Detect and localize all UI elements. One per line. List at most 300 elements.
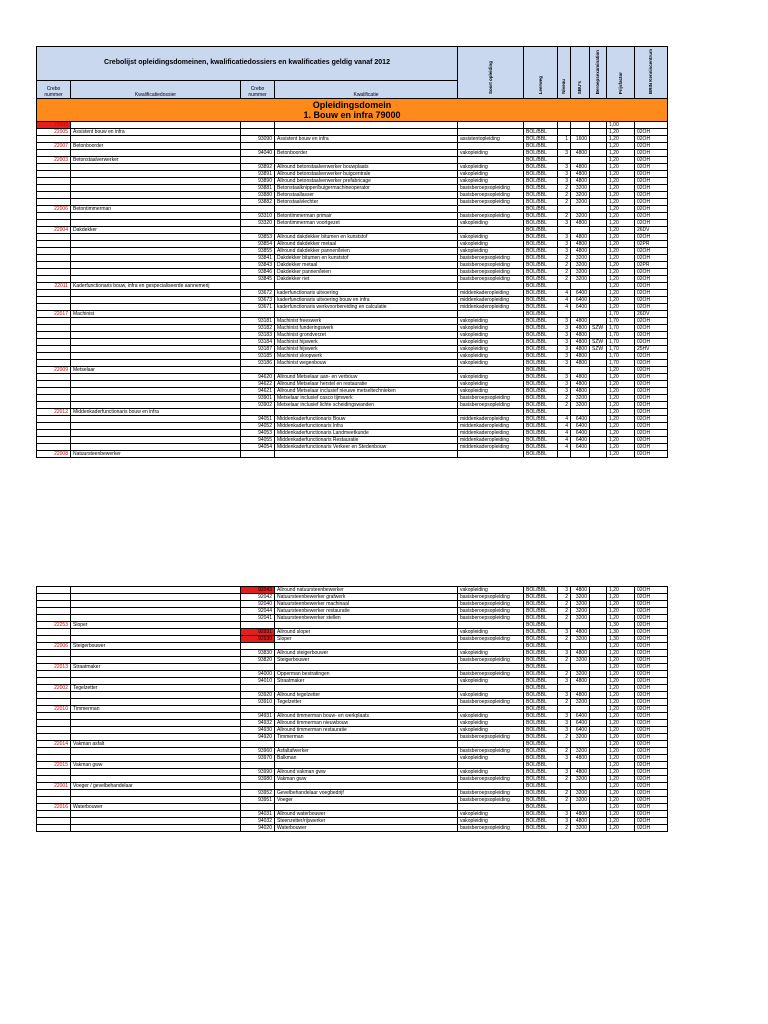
kwalificatie-cell: Allround dakdekker pannen/leien (275, 248, 458, 255)
crebo-dossier-cell (37, 776, 71, 783)
table-row (37, 353, 668, 360)
prijsfactor-cell: 1,30 (607, 629, 635, 636)
niveau-cell: 2 (558, 790, 571, 797)
brin-cell: 02OH (635, 671, 668, 678)
crebo-kwalificatie-cell: 93881 (241, 185, 275, 192)
crebo-kwalificatie-cell (241, 122, 275, 129)
crebo-dossier-cell (37, 290, 71, 297)
sbu-cell: 6400 (571, 444, 590, 451)
sbu-cell: 4800 (571, 171, 590, 178)
soort-cell (458, 409, 524, 416)
dossier-cell (71, 262, 241, 269)
examen-cell (590, 790, 607, 797)
col-header-kwalificatie: Kwalificatie (275, 80, 458, 98)
sbu-cell: 6400 (571, 437, 590, 444)
leerweg-cell: BOL/BBL (524, 713, 558, 720)
table-row (37, 213, 668, 220)
examen-cell (590, 304, 607, 311)
kwalificatie-cell: Machinist funderingswerk (275, 325, 458, 332)
niveau-cell: 2 (558, 825, 571, 832)
sbu-cell: 3200 (571, 671, 590, 678)
examen-cell (590, 164, 607, 171)
dossier-cell (71, 790, 241, 797)
table-row (37, 381, 668, 388)
dossier-cell (71, 297, 241, 304)
sbu-cell: 4800 (571, 353, 590, 360)
crebo-dossier-cell: 22003 (37, 157, 71, 164)
sbu-cell: 4800 (571, 325, 590, 332)
kwalificatie-cell: Machinist hijswerk (275, 339, 458, 346)
dossier-cell (71, 430, 241, 437)
crebo-dossier-cell (37, 594, 71, 601)
examen-cell (590, 755, 607, 762)
prijsfactor-cell: 1,20 (607, 262, 635, 269)
leerweg-cell: BOL/BBL (524, 304, 558, 311)
soort-cell: basisberoepsopleiding (458, 213, 524, 220)
leerweg-cell: BOL/BBL (524, 657, 558, 664)
examen-cell (590, 643, 607, 650)
brin-cell: 02OH (635, 741, 668, 748)
kwalificatie-cell: Straatmaker (275, 678, 458, 685)
table-row (37, 276, 668, 283)
table-row (37, 706, 668, 713)
soort-cell: vakopleiding (458, 374, 524, 381)
crebo-kwalificatie-cell (241, 157, 275, 164)
niveau-cell (558, 643, 571, 650)
prijsfactor-cell: 1,20 (607, 650, 635, 657)
leerweg-cell: BOL/BBL (524, 206, 558, 213)
brin-cell: 26DV (635, 311, 668, 318)
sbu-cell: 3200 (571, 199, 590, 206)
prijsfactor-cell: 1,20 (607, 594, 635, 601)
brin-cell: 02OH (635, 594, 668, 601)
examen-cell (590, 171, 607, 178)
kwalificatie-cell: kaderfunctionaris uitvoering (275, 290, 458, 297)
crebo-dossier-cell (37, 811, 71, 818)
niveau-cell (558, 129, 571, 136)
soort-cell: basisberoepsopleiding (458, 615, 524, 622)
prijsfactor-cell: 1,20 (607, 416, 635, 423)
examen-cell (590, 615, 607, 622)
crebo-dossier-cell (37, 395, 71, 402)
brin-cell: 02OH (635, 692, 668, 699)
crebo-kwalificatie-cell (241, 804, 275, 811)
table-row (37, 136, 668, 143)
dossier-cell (71, 171, 241, 178)
leerweg-cell: BOL/BBL (524, 622, 558, 629)
prijsfactor-cell: 1,20 (607, 699, 635, 706)
soort-cell: vakopleiding (458, 587, 524, 594)
kwalificatie-cell: Dakdekker bitumen en kunststof (275, 255, 458, 262)
dossier-cell: Vakman asfalt (71, 741, 241, 748)
leerweg-cell: BOL/BBL (524, 437, 558, 444)
soort-cell: vakopleiding (458, 332, 524, 339)
table-row (37, 150, 668, 157)
leerweg-cell: BOL/BBL (524, 699, 558, 706)
brin-cell: 02OH (635, 825, 668, 832)
niveau-cell: 3 (558, 332, 571, 339)
dossier-cell (71, 164, 241, 171)
niveau-cell: 4 (558, 297, 571, 304)
brin-cell: 02OH (635, 178, 668, 185)
niveau-cell: 2 (558, 262, 571, 269)
table-row (37, 678, 668, 685)
sbu-cell (571, 367, 590, 374)
prijsfactor-cell: 1,20 (607, 220, 635, 227)
table-row (37, 769, 668, 776)
leerweg-cell: BOL/BBL (524, 601, 558, 608)
dossier-cell (71, 671, 241, 678)
leerweg-cell: BOL/BBL (524, 678, 558, 685)
leerweg-cell: BOL/BBL (524, 262, 558, 269)
examen-cell (590, 720, 607, 727)
dossier-cell (71, 395, 241, 402)
niveau-cell (558, 685, 571, 692)
table-row (37, 206, 668, 213)
crebo-kwalificatie-cell: 93830 (241, 650, 275, 657)
crebo-dossier-cell (37, 255, 71, 262)
table-row (37, 818, 668, 825)
sbu-cell: 4800 (571, 692, 590, 699)
crebo-kwalificatie-cell: 93891 (241, 171, 275, 178)
dossier-cell (71, 248, 241, 255)
crebo-sheet-continued (36, 586, 667, 832)
dossier-cell (71, 374, 241, 381)
sbu-cell: 4800 (571, 374, 590, 381)
examen-cell (590, 811, 607, 818)
sbu-cell: 4800 (571, 818, 590, 825)
brin-cell: 02OH (635, 220, 668, 227)
crebo-kwalificatie-cell: 93820 (241, 657, 275, 664)
kwalificatie-cell: Middenkaderfunctionaris Landmeetkunde (275, 430, 458, 437)
niveau-cell (558, 804, 571, 811)
dossier-cell (71, 769, 241, 776)
brin-cell: 02OH (635, 318, 668, 325)
sbu-cell: 4800 (571, 241, 590, 248)
niveau-cell: 4 (558, 437, 571, 444)
brin-cell: 02OH (635, 360, 668, 367)
kwalificatie-cell (275, 409, 458, 416)
kwalificatie-cell: Dakdekker pannen/leien (275, 269, 458, 276)
niveau-cell: 3 (558, 678, 571, 685)
table-row (37, 451, 668, 458)
domain-name: 1. Bouw en infra 79000 (303, 110, 401, 121)
leerweg-cell: BOL/BBL (524, 241, 558, 248)
crebo-dossier-cell (37, 164, 71, 171)
examen-cell: SZW (590, 325, 607, 332)
crebo-dossier-cell (37, 657, 71, 664)
prijsfactor-cell: 1,20 (607, 171, 635, 178)
examen-cell (590, 671, 607, 678)
examen-cell (590, 227, 607, 234)
niveau-cell: 3 (558, 374, 571, 381)
prijsfactor-cell: 1,20 (607, 143, 635, 150)
brin-cell: 02OH (635, 332, 668, 339)
dossier-cell: Timmerman (71, 706, 241, 713)
leerweg-cell: BOL/BBL (524, 199, 558, 206)
sbu-cell: 6400 (571, 416, 590, 423)
soort-cell: vakopleiding (458, 241, 524, 248)
crebo-dossier-cell (37, 755, 71, 762)
prijsfactor-cell: 1,20 (607, 451, 635, 458)
niveau-cell (558, 227, 571, 234)
sbu-cell: 6400 (571, 297, 590, 304)
brin-cell: 02OH (635, 622, 668, 629)
soort-cell (458, 706, 524, 713)
soort-cell: basisberoepsopleiding (458, 276, 524, 283)
niveau-cell: 3 (558, 346, 571, 353)
crebo-table-1 (36, 46, 668, 458)
kwalificatie-cell (275, 622, 458, 629)
sbu-cell: 4800 (571, 755, 590, 762)
brin-cell: 02OH (635, 818, 668, 825)
crebo-dossier-cell (37, 671, 71, 678)
table-row (37, 409, 668, 416)
prijsfactor-cell: 1,20 (607, 755, 635, 762)
table-row (37, 220, 668, 227)
dossier-cell (71, 360, 241, 367)
prijsfactor-cell: 1,20 (607, 643, 635, 650)
dossier-cell (71, 755, 241, 762)
niveau-cell (558, 409, 571, 416)
niveau-cell: 3 (558, 650, 571, 657)
crebo-kwalificatie-cell (241, 622, 275, 629)
brin-cell: 02OH (635, 234, 668, 241)
prijsfactor-cell: 1,20 (607, 157, 635, 164)
kwalificatie-cell: kaderfunctionaris werkvoorbereiding en calculatie (275, 304, 458, 311)
examen-cell (590, 248, 607, 255)
kwalificatie-cell: Allround timmerman bouw- en werkplaats (275, 713, 458, 720)
table-row (37, 122, 668, 129)
sbu-cell: 4800 (571, 332, 590, 339)
prijsfactor-cell: 1,20 (607, 381, 635, 388)
sbu-cell (571, 227, 590, 234)
soort-cell: vakopleiding (458, 650, 524, 657)
sbu-cell: 3200 (571, 262, 590, 269)
crebo-kwalificatie-cell: 93890 (241, 178, 275, 185)
prijsfactor-cell: 1,20 (607, 727, 635, 734)
table-row (37, 657, 668, 664)
examen-cell (590, 706, 607, 713)
brin-cell: 02OH (635, 367, 668, 374)
leerweg-cell (524, 122, 558, 129)
table-row (37, 318, 668, 325)
dossier-cell: Voeger / gevelbehandelaar (71, 783, 241, 790)
crebo-dossier-cell (37, 797, 71, 804)
table-row (37, 185, 668, 192)
niveau-cell: 3 (558, 720, 571, 727)
table-row (37, 790, 668, 797)
prijsfactor-cell: 1,20 (607, 283, 635, 290)
niveau-cell: 3 (558, 220, 571, 227)
prijsfactor-cell: 1,20 (607, 720, 635, 727)
kwalificatie-cell: Opperman bestratingen (275, 671, 458, 678)
prijsfactor-cell: 1,20 (607, 136, 635, 143)
dossier-cell (71, 150, 241, 157)
dossier-cell (71, 318, 241, 325)
prijsfactor-cell: 1,20 (607, 748, 635, 755)
soort-cell: middenkaderopleiding (458, 430, 524, 437)
niveau-cell: 3 (558, 381, 571, 388)
niveau-cell: 3 (558, 713, 571, 720)
soort-cell: vakopleiding (458, 248, 524, 255)
table-row (37, 339, 668, 346)
dossier-cell (71, 255, 241, 262)
examen-cell (590, 692, 607, 699)
sbu-cell (571, 762, 590, 769)
kwalificatie-cell (275, 664, 458, 671)
table-row (37, 825, 668, 832)
niveau-cell: 3 (558, 164, 571, 171)
crebo-kwalificatie-cell (241, 311, 275, 318)
sbu-cell: 3200 (571, 699, 590, 706)
examen-cell (590, 269, 607, 276)
brin-cell: 02OH (635, 297, 668, 304)
brin-cell: 02OH (635, 213, 668, 220)
examen-cell (590, 318, 607, 325)
brin-cell: 02OH (635, 608, 668, 615)
examen-cell (590, 601, 607, 608)
kwalificatie-cell (275, 206, 458, 213)
sbu-cell: 4800 (571, 360, 590, 367)
examen-cell (590, 220, 607, 227)
leerweg-cell: BOL/BBL (524, 762, 558, 769)
soort-cell: basisberoepsopleiding (458, 402, 524, 409)
crebo-dossier-cell (37, 734, 71, 741)
table-row (37, 664, 668, 671)
niveau-cell: 4 (558, 444, 571, 451)
crebo-kwalificatie-cell: 93952 (241, 790, 275, 797)
col-header-dossier: Kwalificatiedossier (71, 80, 241, 98)
dossier-cell (71, 304, 241, 311)
sbu-cell: 4800 (571, 650, 590, 657)
brin-cell: 02OH (635, 437, 668, 444)
kwalificatie-cell (275, 685, 458, 692)
leerweg-cell: BOL/BBL (524, 671, 558, 678)
crebo-kwalificatie-cell: 94054 (241, 444, 275, 451)
soort-cell (458, 311, 524, 318)
prijsfactor-cell: 1,20 (607, 825, 635, 832)
col-header-crebo2: Crebo nummer (241, 80, 275, 98)
leerweg-cell: BOL/BBL (524, 409, 558, 416)
examen-cell (590, 143, 607, 150)
dossier-cell (71, 192, 241, 199)
dossier-cell (71, 727, 241, 734)
kwalificatie-cell: Allround steigerbouwer (275, 650, 458, 657)
col-header-sbus: SBU's (571, 47, 590, 99)
crebo-dossier-cell (37, 332, 71, 339)
prijsfactor-cell: 1,20 (607, 409, 635, 416)
brin-cell: 02OH (635, 283, 668, 290)
sbu-cell: 3200 (571, 276, 590, 283)
niveau-cell: 3 (558, 388, 571, 395)
examen-cell (590, 727, 607, 734)
sbu-cell: 6400 (571, 304, 590, 311)
dossier-cell: Dakdekker (71, 227, 241, 234)
soort-cell: middenkaderopleiding (458, 304, 524, 311)
crebo-dossier-cell (37, 713, 71, 720)
kwalificatie-cell: Allround tegelzetter (275, 692, 458, 699)
kwalificatie-cell: Betontimmerman primair (275, 213, 458, 220)
kwalificatie-cell: Machinist grondverzet (275, 332, 458, 339)
table-row (37, 234, 668, 241)
table-row (37, 255, 668, 262)
sbu-cell (571, 122, 590, 129)
soort-cell: vakopleiding (458, 171, 524, 178)
page-title: Crebolijst opleidingsdomeinen, kwalificatiedossiers en kwalificaties geldig vanaf 2012 (37, 47, 458, 81)
soort-cell: basisberoepsopleiding (458, 636, 524, 643)
crebo-kwalificatie-cell: 92043 (241, 587, 275, 594)
crebo-dossier-cell: 22014 (37, 741, 71, 748)
crebo-kwalificatie-cell (241, 409, 275, 416)
prijsfactor-cell: 1,20 (607, 192, 635, 199)
table-row (37, 227, 668, 234)
crebo-dossier-cell (37, 678, 71, 685)
crebo-kwalificatie-cell: 94055 (241, 437, 275, 444)
soort-cell: vakopleiding (458, 360, 524, 367)
col-header-prijsfactor: Prijsfactor (607, 47, 635, 99)
niveau-cell: 3 (558, 318, 571, 325)
leerweg-cell: BOL/BBL (524, 143, 558, 150)
prijsfactor-cell: 1,20 (607, 395, 635, 402)
crebo-dossier-cell: 22017 (37, 311, 71, 318)
table-row (37, 685, 668, 692)
kwalificatie-cell: Middenkaderfunctionaris Restauratie (275, 437, 458, 444)
niveau-cell: 2 (558, 608, 571, 615)
dossier-cell (71, 353, 241, 360)
dossier-cell: Sloper (71, 622, 241, 629)
brin-cell: 02OH (635, 339, 668, 346)
examen-cell (590, 797, 607, 804)
table-row (37, 367, 668, 374)
kwalificatie-cell: Betonboorder (275, 150, 458, 157)
crebo-dossier-cell (37, 262, 71, 269)
dossier-cell (71, 692, 241, 699)
table-row (37, 157, 668, 164)
crebo-kwalificatie-cell: 93090 (241, 136, 275, 143)
kwalificatie-cell: Allround waterbouwer (275, 811, 458, 818)
leerweg-cell: BOL/BBL (524, 444, 558, 451)
niveau-cell: 2 (558, 657, 571, 664)
crebo-dossier-cell (37, 727, 71, 734)
dossier-cell (71, 402, 241, 409)
dossier-cell (71, 437, 241, 444)
brin-cell: 02OH (635, 171, 668, 178)
soort-cell: vakopleiding (458, 755, 524, 762)
leerweg-cell: BOL/BBL (524, 755, 558, 762)
soort-cell: vakopleiding (458, 178, 524, 185)
col-header-soort: Soort opleiding (458, 47, 524, 99)
brin-cell: 02OH (635, 685, 668, 692)
soort-cell: vakopleiding (458, 720, 524, 727)
kwalificatie-cell: Steenzetter/rijswerker (275, 818, 458, 825)
table-row (37, 199, 668, 206)
niveau-cell: 3 (558, 755, 571, 762)
table-row (37, 416, 668, 423)
crebo-dossier-cell (37, 248, 71, 255)
sbu-cell: 6400 (571, 727, 590, 734)
dossier-cell (71, 213, 241, 220)
soort-cell: vakopleiding (458, 381, 524, 388)
sbu-cell: 3200 (571, 608, 590, 615)
kwalificatie-cell (275, 741, 458, 748)
prijsfactor-cell: 1,20 (607, 423, 635, 430)
leerweg-cell: BOL/BBL (524, 825, 558, 832)
leerweg-cell: BOL/BBL (524, 290, 558, 297)
prijsfactor-cell: 1,20 (607, 290, 635, 297)
soort-cell: vakopleiding (458, 150, 524, 157)
examen-cell (590, 650, 607, 657)
